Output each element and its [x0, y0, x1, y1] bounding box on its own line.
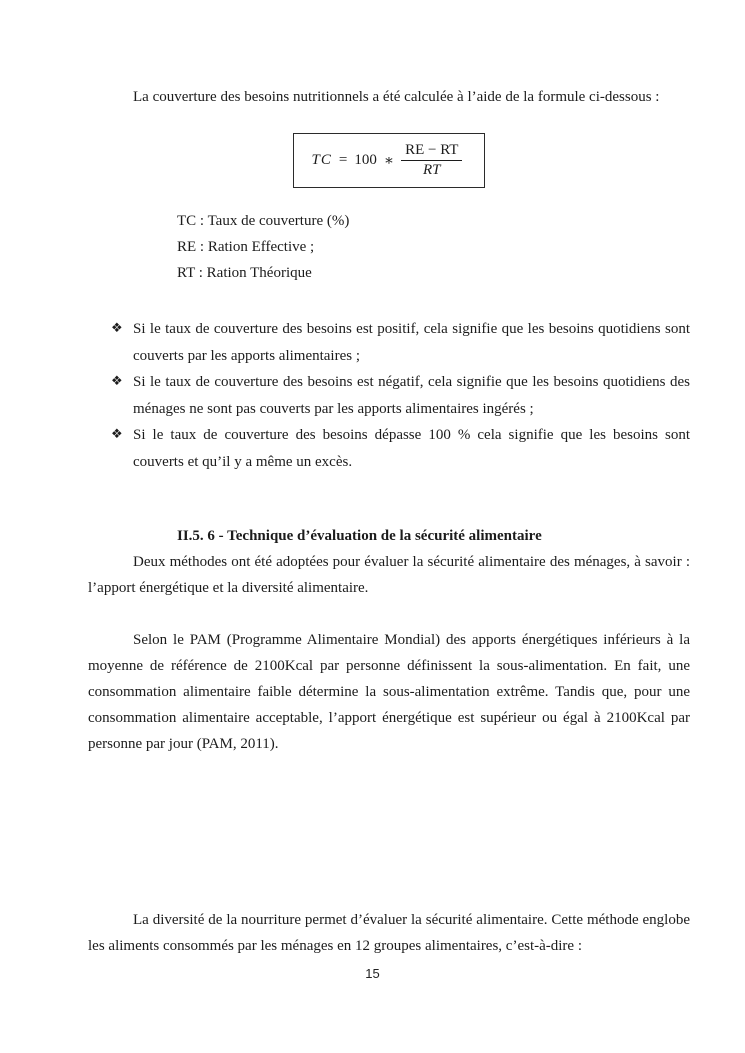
- paragraph-pam: Selon le PAM (Programme Alimentaire Mondial) des apports énergétiques inférieurs à la moyenne de référence de 2100Kcal par personne définissent la sous-alimentation. En fait, une consommation alimentaire faible détermine la sous-alimentation extrême. Tandis que, pour une consommation alimentaire acceptable, l’apport énergétique est supérieur ou égal à 2100Kcal par personne par jour (PAM, 2011).: [88, 632, 690, 752]
- paragraph-methods: Deux méthodes ont été adoptées pour évaluer la sécurité alimentaire des ménages, à savoir : l’apport énergétique et la diversité alimentaire.: [88, 554, 690, 596]
- diamond-bullet-icon: ❖: [111, 374, 123, 389]
- bullet-list: [88, 316, 690, 475]
- formula-container: [88, 133, 690, 188]
- section-heading: II.5. 6 - Technique d’évaluation de la sécurité alimentaire: [177, 528, 542, 544]
- definition-line-tc: TC : Taux de couverture (%): [177, 213, 350, 229]
- formula-fraction: [401, 142, 462, 179]
- list-item: [88, 369, 690, 422]
- paragraph-diversity: La diversité de la nourriture permet d’évaluer la sécurité alimentaire. Cette méthode englobe les aliments consommés par les ménages en 12 groupes alimentaires, c’est-à-dire :: [88, 912, 690, 954]
- list-item-text: Si le taux de couverture des besoins dépasse 100 % cela signifie que les besoins sont couverts et qu’il y a même un excès.: [133, 427, 690, 470]
- list-item: [88, 316, 690, 369]
- list-item-text: Si le taux de couverture des besoins est positif, cela signifie que les besoins quotidiens sont couverts par les apports alimentaires ;: [133, 321, 690, 364]
- formula-operator: ∗: [383, 153, 395, 169]
- list-item: [88, 422, 690, 475]
- formula-equals: =: [338, 152, 348, 168]
- fraction-denominator: RT: [423, 162, 441, 178]
- definition-line-rt: RT : Ration Théorique: [177, 265, 312, 281]
- formula-box: [293, 133, 486, 188]
- formula-coefficient: 100: [354, 152, 377, 168]
- page-footer: [0, 966, 745, 982]
- page-number: 15: [365, 966, 380, 981]
- diamond-bullet-icon: ❖: [111, 427, 123, 442]
- fraction-numerator: RE − RT: [401, 142, 462, 161]
- diamond-bullet-icon: ❖: [111, 321, 123, 336]
- definition-line-re: RE : Ration Effective ;: [177, 239, 315, 255]
- formula-definitions: [177, 208, 690, 286]
- intro-paragraph: La couverture des besoins nutritionnels a été calculée à l’aide de la formule ci-dessous :: [133, 89, 660, 105]
- list-item-text: Si le taux de couverture des besoins est négatif, cela signifie que les besoins quotidiens des ménages ne sont pas couverts par les apports alimentaires ingérés ;: [133, 374, 690, 417]
- formula-lhs: TC: [311, 152, 332, 168]
